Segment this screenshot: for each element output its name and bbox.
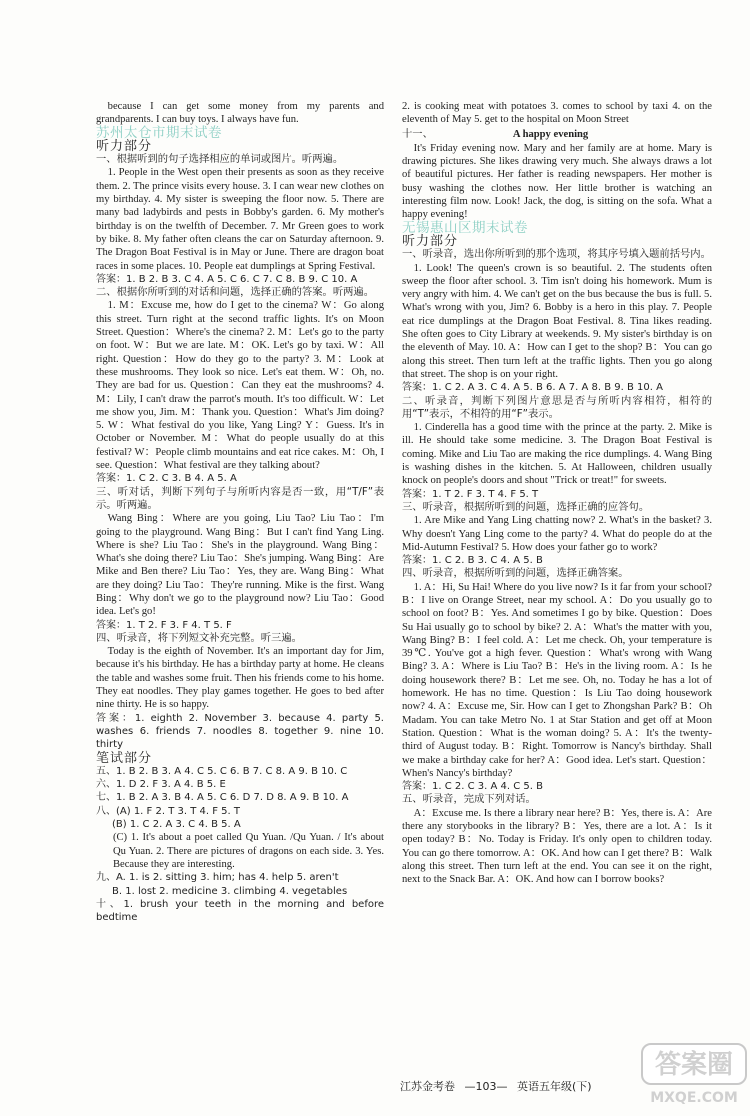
left-column	[96, 100, 384, 924]
writing-9b-answers: B. 1. lost 2. medicine 3. climbing 4. vegetables	[112, 885, 348, 897]
section-2-text: 1. M：Excuse me, how do I get to the cinema? W：Go along this street. Turn right at the second traffic lights. It's on Moon Street. Question：Where's the cinema? 2. M：Let's go to the party on foot. W：But we are late. M：OK. Let's go by taxi. W：All right. Question：How do they go to the party? 3. M：Look at these mushrooms. They look so nice. Let's eat them. W：Oh, no. They are bad for us. Question：Can they eat the mushrooms? 4. M：Lily, I can't draw the parrot's mouth. It's too difficult. W：Let me show you, Jim. M：Thank you. Question：What's Jim doing? 5. W：What festival do you like, Yang Ling? Y：Guess. It's in October or November. M：What do people usually do at this festival? W：People climb mountains and eat rice cakes. M：Oh, I see. Question：What festival are they talking about?	[96, 300, 384, 472]
essay-title: A happy evening	[512, 128, 589, 140]
brand-url-text: MXQE.COM	[650, 1090, 738, 1106]
r-section-2-answers: 答案：1. T 2. F 3. T 4. F 5. T	[402, 488, 539, 500]
r-section-4-text: 1. A：Hi, Su Hai! Where do you live now? Is it far from your school? B：I live on Orange Street, near my school. A：Do you usually go to school on foot? B：Yes. And sometimes I go by bike. Question：Does Su Hai usually go to school by bike? 2. A：What's the matter with you, Wang Bing? B：I feel cold. A：Let me check. Oh, your temperature is 39℃. You've got a high fever. Question：What's wrong with Wang Bing? 3. A：Where is Liu Tao? B：He's in the living room. A：Is he doing housework there? B：Let me see. Oh, no. Today he has a lot of homework. He has no time. Question：Is Liu Tao doing housework now? 4. A：Excuse me, Sir. How can I get to Zhongshan Park? B：Oh Madam. You can take Metro No. 1 at Star Station and get off at Moon Station. Question：What is the woman doing? 5. A：It's the twenty-third of August today. B：Right. Tomorrow is Nancy's birthday. Shall we make a birthday cake for her? A：Good idea. Let's start. Question：When's Nancy's birthday?	[402, 581, 712, 779]
r-section-3-text: 1. Are Mike and Yang Ling chatting now? 2. What's in the basket? 3. Why doesn't Yang Ling come to the party? 4. What do people do at the Mid-Autumn Festival? 5. How does your father go to work?	[402, 515, 712, 553]
section-4-text: Today is the eighth of November. It's an important day for Jim, because it's his birthday. He has a birthday party at home. He cleans the table and washes some fruit. Then his friends come to his home. They eat noodles. They play games together. He goes to bed after nine thirty. He is so happy.	[96, 646, 384, 711]
footer-series: 江苏金考卷	[400, 1080, 455, 1093]
section-1-answers: 答案：1. B 2. B 3. C 4. A 5. C 6. C 7. C 8. B 9. C 10. A	[96, 273, 358, 285]
r-section-4-answers: 答案：1. C 2. C 3. A 4. C 5. B	[402, 781, 543, 793]
intro-paragraph: because I can get some money from my parents and grandparents. I can buy toys. I always have fun.	[96, 101, 384, 126]
r-section-4-title: 四、听录音，根据所听到的问题，选择正确答案。	[402, 567, 629, 580]
r-section-3-answers: 答案：1. C 2. B 3. C 4. A 5. B	[402, 555, 543, 567]
section-4-answers: 答案：1. eighth 2. November 3. because 4. party 5. washes 6. friends 7. noodles 8. together 9. nine 10. thirty	[96, 712, 384, 751]
r-section-1-text: 1. Look! The queen's crown is so beautiful. 2. The students often sweep the floor after school. 3. Tim isn't doing his homework. Mum is very angry with him. 4. We can't get on the bus because the bus is full. 5. What's wrong with you, Jim? 6. Bobby is a hero in this play. 7. People eat rice dumplings at the Dragon Boat Festival. 8. Tina likes reading. She often goes to City Library at weekends. 9. My sister's birthday is on the eleventh of May. 10. A：How can I get to the shop? B：You can go along this street. Then turn left at the traffic lights. Then you go along that street. The shop is on your right.	[402, 262, 712, 380]
writing-8a-answers: 八、(A) 1. F 2. T 3. T 4. F 5. T	[96, 805, 240, 817]
r-section-1-title: 一、听录音，选出你所听到的那个选项，将其序号填入题前括号内。	[402, 248, 711, 261]
footer-grade: 英语五年级(下)	[517, 1080, 592, 1093]
listening-heading: 听力部分	[96, 138, 153, 154]
section-1-title: 一、根据听到的句子选择相应的单词或图片。听两遍。	[96, 153, 344, 166]
brand-logo	[640, 1040, 748, 1112]
exam-watermark-wuxi: 无锡惠山区期末试卷	[402, 219, 528, 236]
essay-text: It's Friday evening now. Mary and her family are at home. Mary is drawing pictures. She likes drawing very much. She always draws a lot of beautiful pictures. Her father is reading newspapers. Her mother is busy washing the clothes now. Her little brother is watching an interesting film now. Look! Jack, the dog, is sitting on the sofa. What a happy evening!	[402, 142, 712, 221]
writing-10-answers: 十、1. brush your teeth in the morning and before bedtime	[96, 898, 384, 924]
brand-logo-text: 答案圈	[654, 1050, 734, 1080]
writing-8c-answers: (C) 1. It's about a poet called Qu Yuan. /Qu Yuan. / It's about Qu Yuan. 2. There are pictures of dragons on each side. 3. Yes. Because they are interesting.	[112, 832, 384, 870]
r-section-2-title: 二、听录音，判断下列图片意思是否与所听内容相符，相符的用“T”表示，不相符的用“F”表示。	[402, 394, 712, 420]
section-3-title: 三、听对话，判断下列句子与所听内容是否一致，用“T/F”表示。听两遍。	[96, 485, 384, 511]
r-section-5-text: A：Excuse me. Is there a library near here? B：Yes, there is. A：Are there any storybooks in the library? B：Yes, there are a lot. A：Is it open today? B：No. Today is Friday. It's only open to children today. You can go there tomorrow. A：OK. And how can I get there? B：Walk along this street. Then turn left at the end. You can see it on the right, next to the Snack Bar. A：OK. And how can I borrow books?	[402, 807, 712, 886]
listening-heading-right: 听力部分	[402, 233, 459, 249]
r-section-2-text: 1. Cinderella has a good time with the prince at the party. 2. Mike is ill. He should take some medicine. 3. The Dragon Boat Festival is coming. Mike and Liu Tao are making the rice dumplings. 4. Wang Bing is washing dishes in the kitchen. 5. At Halloween, children usually knock on people's doors and shout "Trick or treat!" for sweets.	[402, 422, 712, 487]
writing-6-answers: 六、1. D 2. F 3. A 4. B 5. E	[96, 779, 226, 791]
writing-9a-answers: 九、A. 1. is 2. sitting 3. him; has 4. help 5. aren't	[96, 872, 339, 884]
right-column	[402, 100, 712, 887]
right-top-paragraph: 2. is cooking meat with potatoes 3. comes to school by taxi 4. on the eleventh of May 5. get to the hospital on Moon Street	[402, 101, 712, 126]
writing-5-answers: 五、1. B 2. B 3. A 4. C 5. C 6. B 7. C 8. A 9. B 10. C	[96, 765, 348, 777]
section-4-title: 四、听录音，将下列短文补充完整。听三遍。	[96, 631, 302, 644]
exam-watermark-suzhou: 苏州太仓市期末试卷	[96, 124, 222, 141]
writing-7-answers: 七、1. B 2. A 3. B 4. A 5. C 6. D 7. D 8. A 9. B 10. A	[96, 792, 349, 804]
footer-page-number: —103—	[464, 1080, 508, 1093]
section-11-label: 十一、	[402, 127, 433, 140]
section-3-answers: 答案：1. T 2. F 3. F 4. T 5. F	[96, 619, 232, 631]
section-2-answers: 答案：1. C 2. C 3. B 4. A 5. A	[96, 473, 237, 485]
r-section-1-answers: 答案：1. C 2. A 3. C 4. A 5. B 6. A 7. A 8. B 9. B 10. A	[402, 382, 663, 394]
section-11-row	[402, 127, 712, 142]
writing-8b-answers: (B) 1. C 2. A 3. C 4. B 5. A	[112, 819, 241, 831]
section-1-text: 1. People in the West open their presents as soon as they receive them. 2. The prince visits every house. 3. I can wear new clothes on my birthday. 4. My sister is sweeping the floor now. 5. There are many bad ladybirds and pests in Bobby's garden. 6. My mother's birthday is on the twelfth of December. 7. Mr Green goes to work by bike. 8. My father often cleans the car on Saturday afternoon. 9. The Dragon Boat Festival is in May or June. There are dragon boat races in some places. 10. People eat dumplings at Spring Festival.	[96, 167, 384, 272]
r-section-5-title: 五、听录音，完成下列对话。	[402, 793, 536, 806]
r-section-3-title: 三、听录音，根据所听到的问题，选择正确的应答句。	[402, 500, 650, 513]
writing-heading: 笔试部分	[96, 750, 153, 766]
brand-logo-icon	[640, 1040, 748, 1112]
section-2-title: 二、根据你所听到的对话和问题，选择正确的答案。听两遍。	[96, 286, 375, 299]
section-3-text: Wang Bing：Where are you going, Liu Tao? Liu Tao：I'm going to the playground. Wang Bing：But I can't find Yang Ling. Where is she? Liu Tao：She's in the playground. Wang Bing：What's she doing there? Liu Tao：She's jumping. Wang Bing：Are Mike and Ben there? Liu Tao：Yes, they are. Wang Bing：What are they doing? Liu Tao：They're running. Mike is the first. Wang Bing：Why don't we go to the playground now? Liu Tao：Good idea. Let's go!	[96, 513, 384, 618]
